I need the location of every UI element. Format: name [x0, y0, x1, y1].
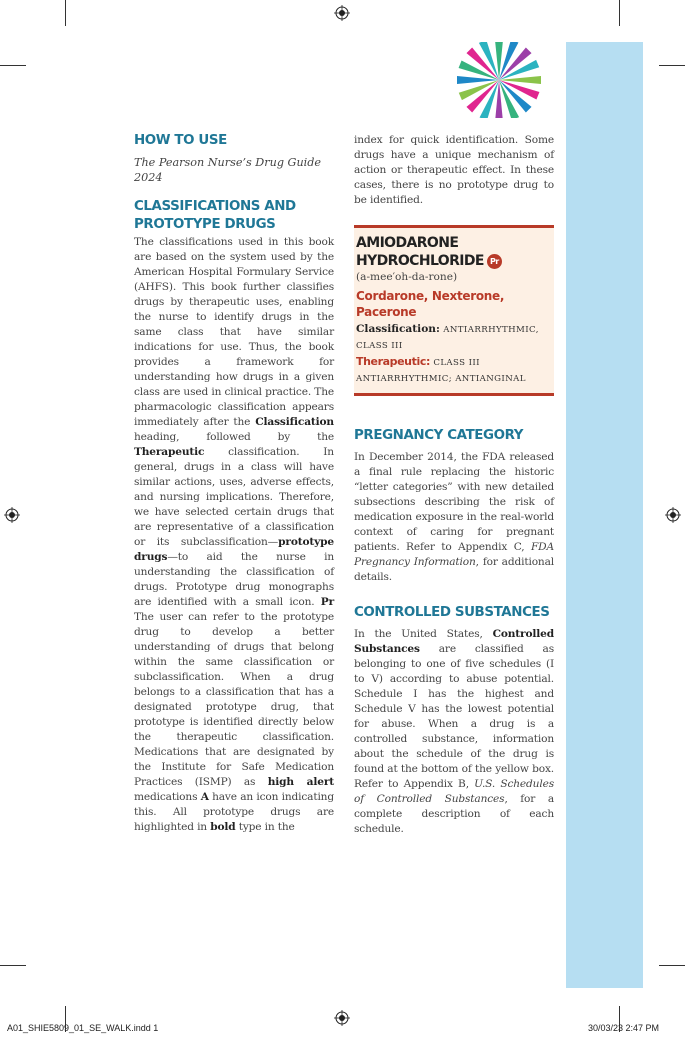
pronunciation: (a-mee′oh-da-rone): [356, 271, 458, 283]
brand-names: Cordarone, Nexterone, Pacerone: [356, 289, 505, 319]
prototype-icon: Pr: [320, 596, 334, 608]
therapeutic-line: Therapeutic: CLASS III ANTIARRHYTHMIC; ANTIANGINAL: [356, 355, 526, 384]
book-title: The Pearson Nurse’s Drug Guide 2024: [134, 156, 322, 184]
registration-mark-icon: [334, 1010, 350, 1026]
high-alert-icon: A: [200, 791, 209, 803]
left-column: [134, 132, 334, 835]
registration-mark-icon: [665, 507, 681, 523]
sidebar-color-band: [566, 42, 643, 988]
file-slug: A01_SHIE5809_01_SE_WALK.indd 1: [7, 1023, 159, 1033]
controlled-substances-heading: CONTROLLED SUBSTANCES: [354, 605, 550, 620]
pregnancy-category-heading: PREGNANCY CATEGORY: [354, 428, 524, 443]
crop-mark: [659, 965, 685, 966]
registration-mark-icon: [4, 507, 20, 523]
crop-mark: [659, 65, 685, 66]
classifications-heading: CLASSIFICATIONS AND PROTOTYPE DRUGS: [134, 199, 296, 232]
crop-mark: [0, 965, 26, 966]
classifications-paragraph: The classifications used in this book are based on the system used by the American Hospital Formulary Service (AHFS). This book further classifies drugs by therapeutic uses, enabling the nurse to identify drugs in the same class that have similar indications for use. Thus, the book provides a framework for understanding how drugs in a given class are used in clinical practice. The pharmacologic classification appears immediately after the Classification heading, followed by the Therapeutic classification. In general, drugs in a class will have similar actions, uses, adverse effects, and nursing implications. Therefore, we have selected certain drugs that are representative of a classification or its subclassification—prototype drugs—to aid the nurse in understanding the classification of drugs. Prototype drug monographs are identified with a small icon. Pr The user can refer to the prototype drug to develop a better understanding of drugs that belong within the same classification or subclassification. When a drug belongs to a classification that has a designated prototype drug, that prototype is identified directly below the therapeutic classification. Medications that are designated by the Institute for Safe Medication Practices (ISMP) as high alert medications A have an icon indicating this. All prototype drugs are highlighted in bold type in the: [134, 236, 334, 833]
controlled-substances-paragraph: In the United States, Controlled Substances are classified as belonging to one of five schedules (I to V) according to abuse potential. Schedule I has the highest and Schedule V has the lowest potential for abuse. When a drug is a controlled substance, information about the schedule of the drug is found at the bottom of the yellow box. Refer to Appendix B, U.S. Schedules of Controlled Substances, for a complete description of each schedule.: [354, 628, 554, 835]
continued-paragraph: index for quick identification. Some drugs have a unique mechanism of action or therapeutic effect. In these cases, there is no prototype drug to be identified.: [354, 134, 554, 206]
classification-line: Classification: ANTIARRHYTHMIC, CLASS III: [356, 323, 539, 351]
prototype-icon: Pr: [487, 254, 502, 269]
date-slug: 30/03/23 2:47 PM: [588, 1023, 660, 1033]
crop-mark: [619, 0, 620, 26]
sample-drug-box: [354, 225, 554, 396]
crop-mark: [0, 65, 26, 66]
crop-mark: [65, 0, 66, 26]
registration-mark-icon: [334, 5, 350, 21]
pregnancy-paragraph: In December 2014, the FDA released a final rule replacing the historic “letter categories” with new detailed subsections describing the risk of medication exposure in the real-world context of caring for pregnant patients. Refer to Appendix C, FDA Pregnancy Information, for additional details.: [354, 451, 554, 583]
drug-name: AMIODARONE HYDROCHLORIDE Pr: [356, 234, 551, 270]
right-column: [354, 132, 554, 837]
how-to-use-heading: HOW TO USE: [134, 133, 227, 148]
flower-logo-icon: [448, 42, 550, 118]
